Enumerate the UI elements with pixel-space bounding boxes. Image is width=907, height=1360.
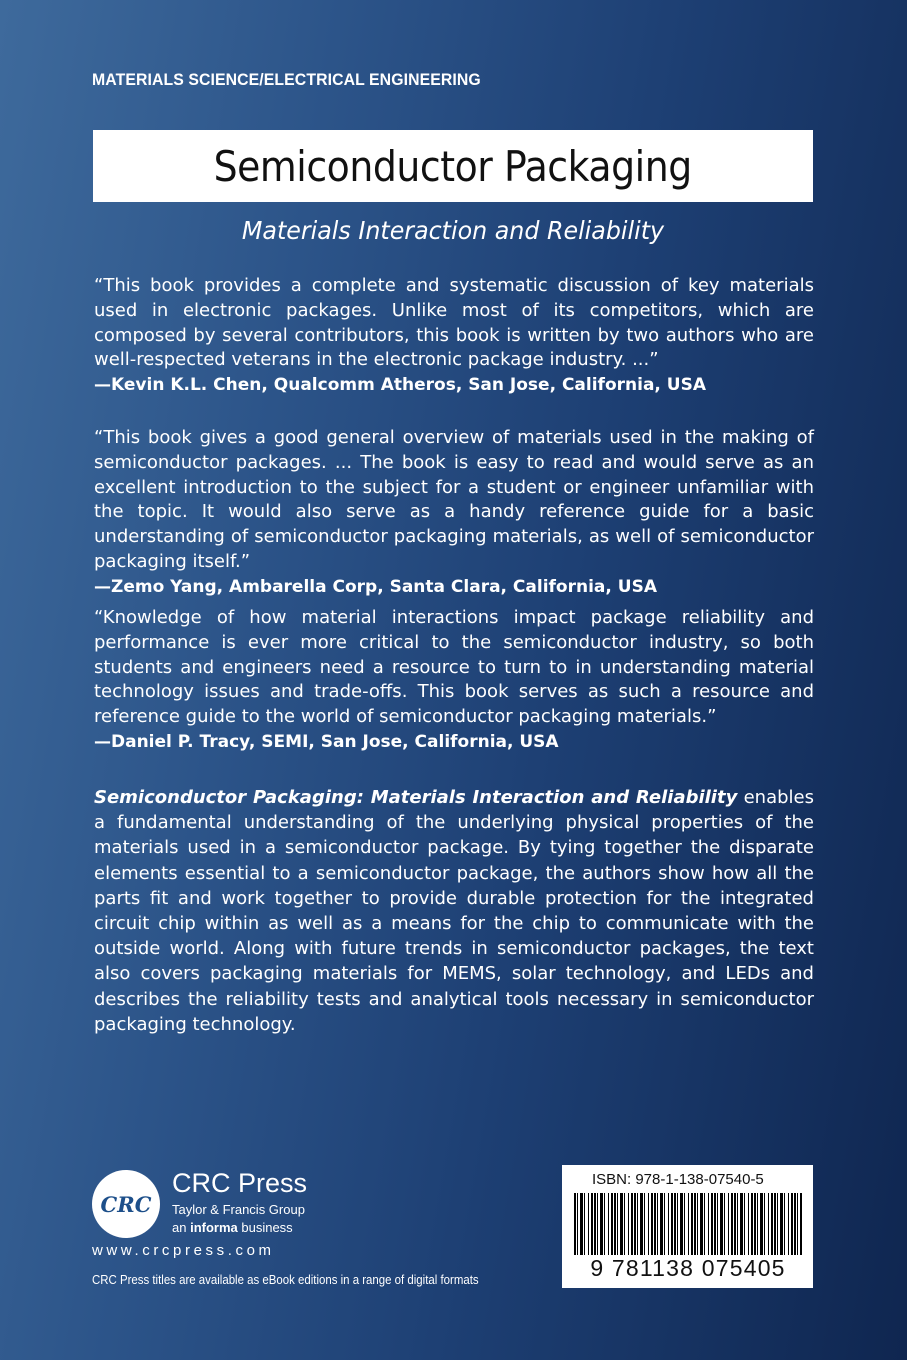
description-text: enables a fundamental understanding of the underlying physical properties of the materials used in a semiconductor package. By tying together the disparate elements essential to a semiconductor package, the authors show how all the parts fit and work together to provide durable protection for the integrated circuit chip within as well as a means for the chip to communicate with the outside world. Along with future trends in semiconductor packages, the text also covers packaging materials for MEMS, solar technology, and LEDs and describes the reliability tests and analytical tools necessary in semiconductor packaging technology.: [94, 787, 814, 1035]
barcode-digits: 9 781138 075405: [590, 1255, 786, 1281]
quote-text: “Knowledge of how material interactions impact package reliability and performance is ever more critical to the semiconductor industry, so both students and engineers need a resource to turn to in understanding material technology issues and trade-offs. This book serves as such a resource and reference guide to the world of semiconductor packaging materials.”: [94, 607, 814, 728]
business-suffix: business: [237, 1220, 293, 1235]
title-banner: [93, 130, 813, 202]
book-description: [94, 785, 814, 1037]
quote-attribution: —Zemo Yang, Ambarella Corp, Santa Clara, California, USA: [94, 576, 657, 597]
quote-attribution: —Daniel P. Tracy, SEMI, San Jose, California, USA: [94, 731, 559, 752]
quote-attribution: —Kevin K.L. Chen, Qualcomm Atheros, San Jose, California, USA: [94, 375, 706, 396]
crc-logo: [92, 1170, 160, 1238]
isbn-barcode: [562, 1165, 813, 1288]
category-label: MATERIALS SCIENCE/ELECTRICAL ENGINEERING: [92, 70, 481, 89]
quote-text: “This book gives a good general overview of materials used in the making of semiconductor packages. ... The book is easy to read and would serve as an excellent introduction to the subject for a student or engineer unfamiliar with the topic. It would also serve as a handy reference guide for a basic understanding of semiconductor packaging materials, as well of semiconductor packaging itself.”: [94, 427, 814, 572]
review-quote: [94, 274, 814, 398]
book-subtitle: Materials Interaction and Reliability: [241, 216, 665, 245]
publisher-group: [172, 1201, 305, 1237]
barcode-bars: [574, 1193, 802, 1255]
book-title: Semiconductor Packaging: [213, 141, 693, 191]
quote-text: “This book provides a complete and systematic discussion of key materials used in electronic packages. Unlike most of its competitors, which are composed by several contributors, this book is written by two authors who are well-respected veterans in the electronic package industry. ...”: [94, 275, 814, 371]
business-brand: informa: [190, 1220, 238, 1235]
review-quote: [94, 606, 814, 755]
description-emphasis: Semiconductor Packaging: Materials Interaction and Reliability: [94, 787, 738, 808]
publisher-group-name: Taylor & Francis Group: [172, 1202, 305, 1217]
business-prefix: an: [172, 1220, 191, 1235]
review-quote: [94, 426, 814, 600]
publisher-name: CRC Press: [172, 1168, 308, 1198]
ebook-note: CRC Press titles are available as eBook editions in a range of digital formats: [92, 1272, 479, 1287]
crc-logo-text: CRC: [100, 1191, 152, 1217]
publisher-business: [172, 1219, 305, 1237]
isbn-label: ISBN: 978-1-138-07540-5: [592, 1171, 764, 1188]
publisher-url: www.crcpress.com: [92, 1242, 275, 1259]
